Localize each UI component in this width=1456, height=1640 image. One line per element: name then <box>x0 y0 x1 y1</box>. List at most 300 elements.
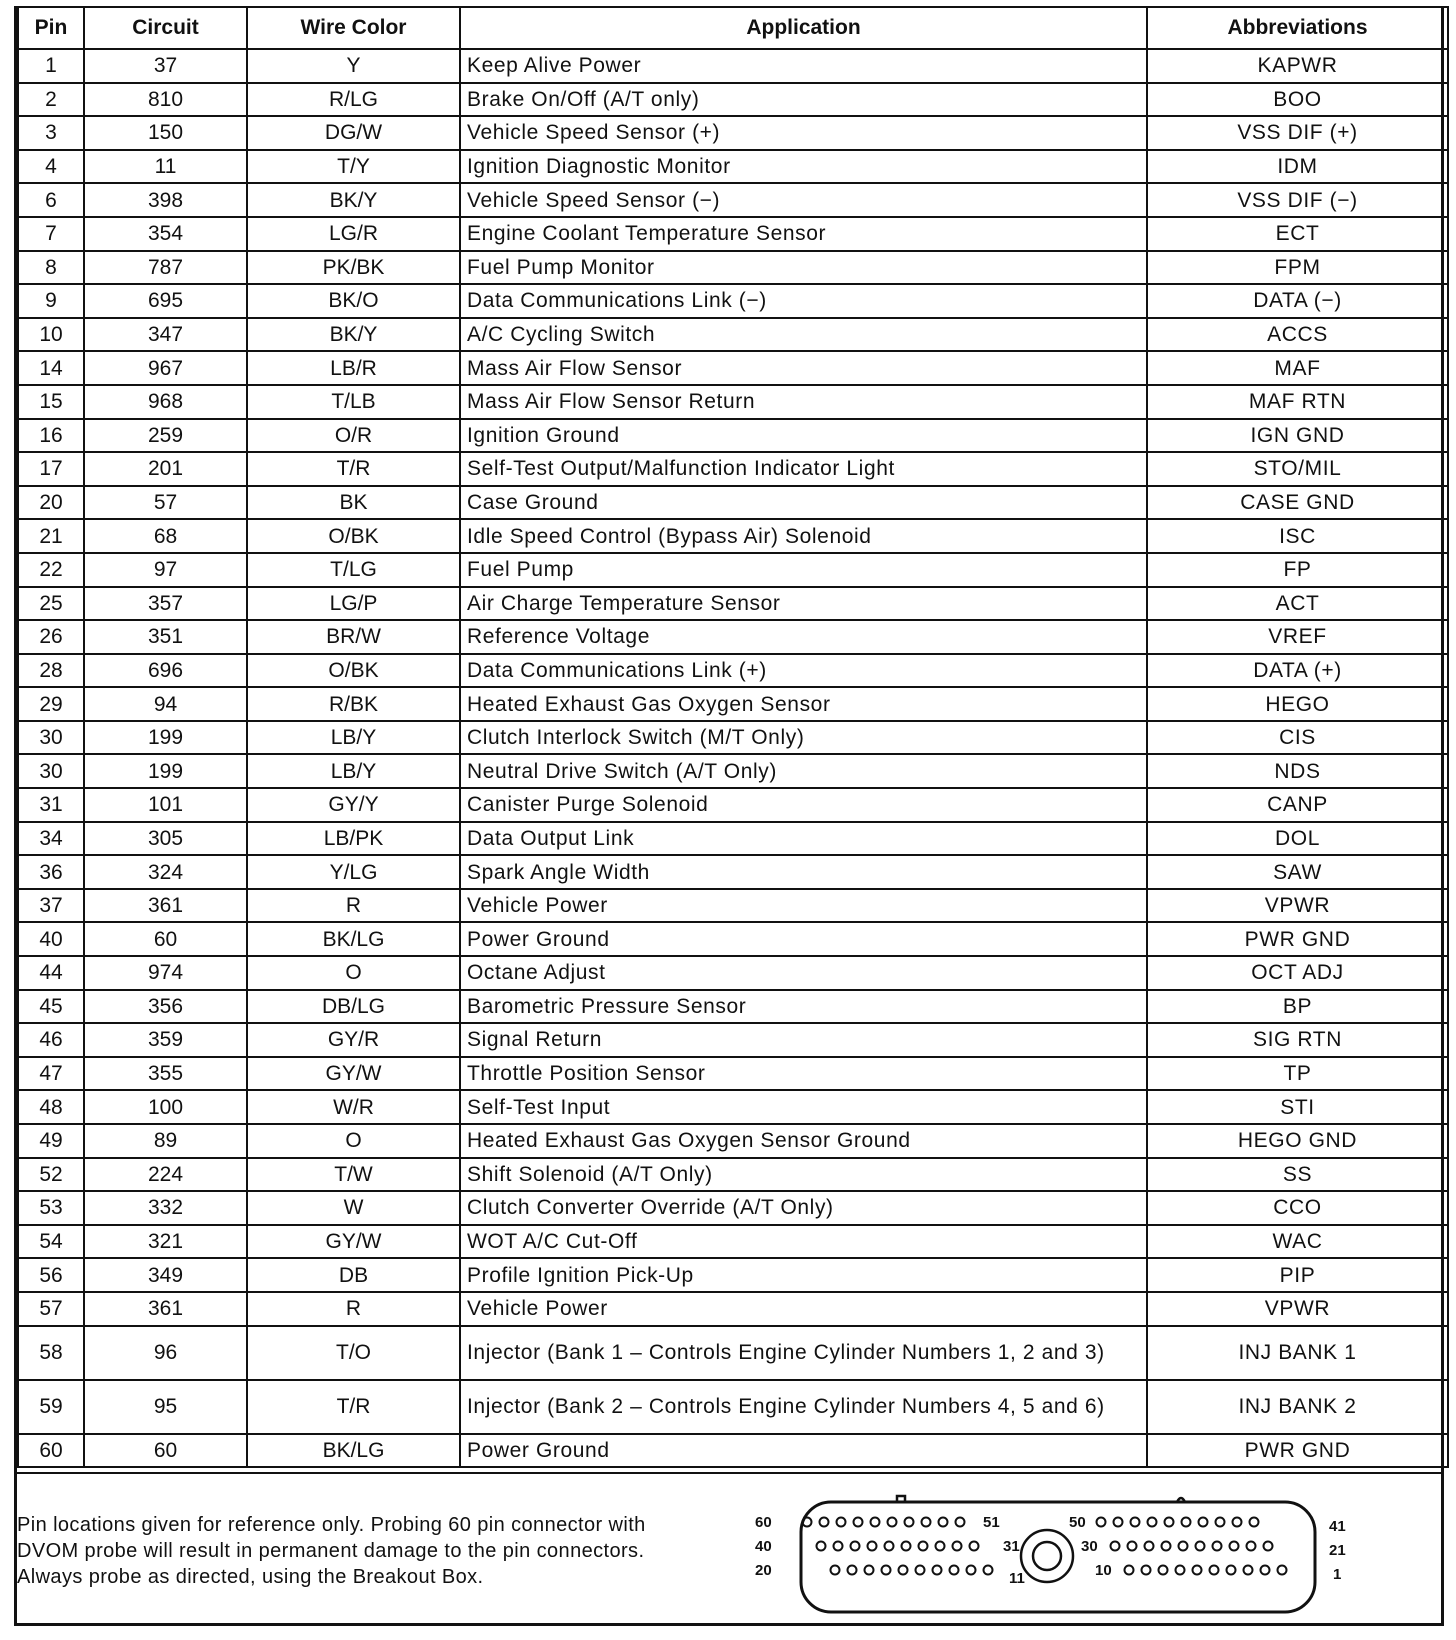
pin-dot <box>1148 1518 1157 1527</box>
cell-pin: 20 <box>18 486 84 520</box>
cell-circuit: 810 <box>84 83 247 117</box>
table-row <box>18 49 1448 83</box>
cell-circuit: 150 <box>84 116 247 150</box>
pin-dot <box>919 1542 928 1551</box>
pin-dot <box>1176 1566 1185 1575</box>
cell-pin: 60 <box>18 1434 84 1468</box>
pin-dot <box>848 1566 857 1575</box>
table-row <box>18 183 1448 217</box>
table-row <box>18 486 1448 520</box>
cell-abbreviation: SIG RTN <box>1147 1023 1448 1057</box>
cell-pin: 36 <box>18 855 84 889</box>
cell-application: Vehicle Power <box>460 889 1147 923</box>
cell-pin: 48 <box>18 1090 84 1124</box>
cell-wire-color: O <box>247 956 460 990</box>
cell-wire-color: LB/Y <box>247 721 460 755</box>
cell-abbreviation: CANP <box>1147 788 1448 822</box>
cell-abbreviation: INJ BANK 1 <box>1147 1326 1448 1380</box>
cell-application: Heated Exhaust Gas Oxygen Sensor <box>460 687 1147 721</box>
pin-dot <box>956 1518 965 1527</box>
table-row <box>18 217 1448 251</box>
pin-label: 10 <box>1095 1562 1112 1579</box>
cell-abbreviation: STI <box>1147 1090 1448 1124</box>
cell-pin: 31 <box>18 788 84 822</box>
cell-pin: 29 <box>18 687 84 721</box>
pin-dot <box>885 1542 894 1551</box>
pin-dot <box>1247 1542 1256 1551</box>
cell-abbreviation: SS <box>1147 1158 1448 1192</box>
cell-wire-color: DB/LG <box>247 990 460 1024</box>
cell-application: Clutch Interlock Switch (M/T Only) <box>460 721 1147 755</box>
pin-dot <box>1131 1518 1140 1527</box>
cell-circuit: 968 <box>84 385 247 419</box>
row-label-right: 1 <box>1333 1566 1342 1583</box>
cell-application: Vehicle Speed Sensor (−) <box>460 183 1147 217</box>
pin-label: 51 <box>983 1514 1000 1531</box>
pin-dot <box>1196 1542 1205 1551</box>
cell-wire-color: LB/PK <box>247 822 460 856</box>
cell-pin: 28 <box>18 654 84 688</box>
pin-dot <box>1179 1542 1188 1551</box>
cell-application: Power Ground <box>460 1434 1147 1468</box>
pin-dot <box>967 1566 976 1575</box>
cell-circuit: 695 <box>84 284 247 318</box>
cell-circuit: 974 <box>84 956 247 990</box>
cell-pin: 15 <box>18 385 84 419</box>
table-row <box>18 1292 1448 1326</box>
pin-dot <box>922 1518 931 1527</box>
cell-abbreviation: FP <box>1147 553 1448 587</box>
row-label-right: 21 <box>1329 1542 1346 1559</box>
cell-circuit: 57 <box>84 486 247 520</box>
cell-application: Data Output Link <box>460 822 1147 856</box>
pin-dot <box>899 1566 908 1575</box>
table-row <box>18 754 1448 788</box>
cell-wire-color: T/R <box>247 1380 460 1434</box>
cell-application: Neutral Drive Switch (A/T Only) <box>460 754 1147 788</box>
cell-abbreviation: STO/MIL <box>1147 452 1448 486</box>
cell-wire-color: T/LG <box>247 553 460 587</box>
pin-dot <box>984 1566 993 1575</box>
cell-pin: 58 <box>18 1326 84 1380</box>
cell-pin: 1 <box>18 49 84 83</box>
cell-pin: 30 <box>18 754 84 788</box>
table-row <box>18 855 1448 889</box>
cell-circuit: 324 <box>84 855 247 889</box>
cell-circuit: 305 <box>84 822 247 856</box>
table-row <box>18 788 1448 822</box>
pin-dot <box>950 1566 959 1575</box>
cell-abbreviation: MAF <box>1147 351 1448 385</box>
cell-abbreviation: IDM <box>1147 150 1448 184</box>
cell-application: Throttle Position Sensor <box>460 1057 1147 1091</box>
pin-dot <box>953 1542 962 1551</box>
cell-pin: 53 <box>18 1191 84 1225</box>
pin-dot <box>916 1566 925 1575</box>
cell-pin: 47 <box>18 1057 84 1091</box>
cell-pin: 4 <box>18 150 84 184</box>
cell-pin: 10 <box>18 318 84 352</box>
pin-dot <box>905 1518 914 1527</box>
table-row <box>18 687 1448 721</box>
cell-application: Vehicle Speed Sensor (+) <box>460 116 1147 150</box>
cell-circuit: 321 <box>84 1225 247 1259</box>
pin-dot <box>851 1542 860 1551</box>
row-label-left: 20 <box>755 1562 772 1579</box>
cell-wire-color: BK <box>247 486 460 520</box>
table-row <box>18 452 1448 486</box>
cell-wire-color: O/BK <box>247 519 460 553</box>
cell-application: Barometric Pressure Sensor <box>460 990 1147 1024</box>
cell-application: Octane Adjust <box>460 956 1147 990</box>
pin-dot <box>882 1566 891 1575</box>
cell-application: WOT A/C Cut-Off <box>460 1225 1147 1259</box>
cell-wire-color: R/BK <box>247 687 460 721</box>
pin-dot <box>1264 1542 1273 1551</box>
pin-dot <box>933 1566 942 1575</box>
cell-abbreviation: VPWR <box>1147 1292 1448 1326</box>
cell-abbreviation: CCO <box>1147 1191 1448 1225</box>
cell-wire-color: GY/Y <box>247 788 460 822</box>
cell-wire-color: Y/LG <box>247 855 460 889</box>
table-row <box>18 1258 1448 1292</box>
header-wire-color: Wire Color <box>247 7 460 49</box>
cell-wire-color: GY/R <box>247 1023 460 1057</box>
cell-circuit: 332 <box>84 1191 247 1225</box>
pin-dot <box>1182 1518 1191 1527</box>
pin-dot <box>1250 1518 1259 1527</box>
cell-abbreviation: NDS <box>1147 754 1448 788</box>
table-row <box>18 721 1448 755</box>
cell-abbreviation: DATA (+) <box>1147 654 1448 688</box>
note-line: Pin locations given for reference only. Probing 60 pin connector with <box>17 1514 646 1536</box>
cell-abbreviation: VSS DIF (−) <box>1147 183 1448 217</box>
cell-pin: 26 <box>18 620 84 654</box>
cell-pin: 44 <box>18 956 84 990</box>
cell-abbreviation: CASE GND <box>1147 486 1448 520</box>
cell-circuit: 94 <box>84 687 247 721</box>
cell-pin: 8 <box>18 251 84 285</box>
cell-application: Self-Test Output/Malfunction Indicator Light <box>460 452 1147 486</box>
cell-wire-color: BK/Y <box>247 183 460 217</box>
header-circuit: Circuit <box>84 7 247 49</box>
row-label-left: 60 <box>755 1514 772 1531</box>
cell-application: Injector (Bank 2 – Controls Engine Cylinder Numbers 4, 5 and 6) <box>460 1380 1147 1434</box>
cell-pin: 22 <box>18 553 84 587</box>
cell-abbreviation: IGN GND <box>1147 419 1448 453</box>
cell-application: Profile Ignition Pick-Up <box>460 1258 1147 1292</box>
cell-pin: 37 <box>18 889 84 923</box>
cell-application: Mass Air Flow Sensor Return <box>460 385 1147 419</box>
cell-application: Mass Air Flow Sensor <box>460 351 1147 385</box>
table-row <box>18 922 1448 956</box>
cell-application: Air Charge Temperature Sensor <box>460 587 1147 621</box>
cell-pin: 17 <box>18 452 84 486</box>
cell-circuit: 356 <box>84 990 247 1024</box>
cell-wire-color: T/Y <box>247 150 460 184</box>
cell-abbreviation: PWR GND <box>1147 1434 1448 1468</box>
cell-abbreviation: ACCS <box>1147 318 1448 352</box>
pin-dot <box>868 1542 877 1551</box>
pin-dot <box>1159 1566 1168 1575</box>
pin-dot <box>865 1566 874 1575</box>
pin-dot <box>1233 1518 1242 1527</box>
cell-pin: 2 <box>18 83 84 117</box>
pin-dot <box>1227 1566 1236 1575</box>
cell-abbreviation: ECT <box>1147 217 1448 251</box>
pin-dot <box>1142 1566 1151 1575</box>
pin-dot <box>1278 1566 1287 1575</box>
cell-wire-color: T/W <box>247 1158 460 1192</box>
cell-wire-color: PK/BK <box>247 251 460 285</box>
cell-wire-color: BR/W <box>247 620 460 654</box>
cell-application: Ignition Diagnostic Monitor <box>460 150 1147 184</box>
pinout-sheet <box>14 6 1444 1626</box>
cell-wire-color: O/R <box>247 419 460 453</box>
cell-application: Power Ground <box>460 922 1147 956</box>
cell-abbreviation: CIS <box>1147 721 1448 755</box>
table-row <box>18 251 1448 285</box>
cell-circuit: 259 <box>84 419 247 453</box>
table-row <box>18 1225 1448 1259</box>
pin-dot <box>817 1542 826 1551</box>
cell-wire-color: R <box>247 1292 460 1326</box>
pin-dot <box>1261 1566 1270 1575</box>
cell-application: Injector (Bank 1 – Controls Engine Cylinder Numbers 1, 2 and 3) <box>460 1326 1147 1380</box>
cell-application: Ignition Ground <box>460 419 1147 453</box>
cell-abbreviation: KAPWR <box>1147 49 1448 83</box>
cell-circuit: 967 <box>84 351 247 385</box>
table-row <box>18 1434 1448 1468</box>
cell-application: Clutch Converter Override (A/T Only) <box>460 1191 1147 1225</box>
cell-application: Signal Return <box>460 1023 1147 1057</box>
cell-application: Brake On/Off (A/T only) <box>460 83 1147 117</box>
cell-abbreviation: SAW <box>1147 855 1448 889</box>
table-row <box>18 1124 1448 1158</box>
pin-dot <box>1193 1566 1202 1575</box>
pin-dot <box>854 1518 863 1527</box>
cell-pin: 49 <box>18 1124 84 1158</box>
cell-pin: 40 <box>18 922 84 956</box>
pin-dot <box>888 1518 897 1527</box>
cell-abbreviation: VREF <box>1147 620 1448 654</box>
table-row <box>18 419 1448 453</box>
table-row <box>18 889 1448 923</box>
pin-dot <box>1162 1542 1171 1551</box>
cell-abbreviation: FPM <box>1147 251 1448 285</box>
cell-application: Data Communications Link (+) <box>460 654 1147 688</box>
pin-dot <box>831 1566 840 1575</box>
table-row <box>18 1191 1448 1225</box>
cell-abbreviation: ACT <box>1147 587 1448 621</box>
cell-circuit: 398 <box>84 183 247 217</box>
cell-application: Keep Alive Power <box>460 49 1147 83</box>
pin-dot <box>970 1542 979 1551</box>
table-header-row <box>18 7 1448 49</box>
cell-pin: 34 <box>18 822 84 856</box>
header-abbreviations: Abbreviations <box>1147 7 1448 49</box>
cell-abbreviation: PWR GND <box>1147 922 1448 956</box>
cell-circuit: 95 <box>84 1380 247 1434</box>
table-row <box>18 150 1448 184</box>
cell-pin: 9 <box>18 284 84 318</box>
table-row <box>18 1090 1448 1124</box>
pin-dot <box>820 1518 829 1527</box>
pin-label: 11 <box>1009 1570 1025 1587</box>
cell-abbreviation: HEGO <box>1147 687 1448 721</box>
cell-circuit: 347 <box>84 318 247 352</box>
table-row <box>18 1023 1448 1057</box>
pin-dot <box>1213 1542 1222 1551</box>
cell-pin: 52 <box>18 1158 84 1192</box>
pin-dot <box>936 1542 945 1551</box>
table-row <box>18 519 1448 553</box>
pin-label: 30 <box>1081 1538 1098 1555</box>
footer-box <box>17 1472 1441 1624</box>
cell-abbreviation: MAF RTN <box>1147 385 1448 419</box>
cell-abbreviation: HEGO GND <box>1147 1124 1448 1158</box>
cell-circuit: 199 <box>84 721 247 755</box>
cell-pin: 6 <box>18 183 84 217</box>
cell-circuit: 357 <box>84 587 247 621</box>
cell-pin: 59 <box>18 1380 84 1434</box>
cell-pin: 21 <box>18 519 84 553</box>
cell-circuit: 97 <box>84 553 247 587</box>
cell-circuit: 361 <box>84 889 247 923</box>
cell-pin: 57 <box>18 1292 84 1326</box>
cell-application: Data Communications Link (−) <box>460 284 1147 318</box>
pin-dot <box>1216 1518 1225 1527</box>
cell-wire-color: LB/Y <box>247 754 460 788</box>
cell-abbreviation: INJ BANK 2 <box>1147 1380 1448 1434</box>
cell-circuit: 696 <box>84 654 247 688</box>
cell-circuit: 68 <box>84 519 247 553</box>
table-row <box>18 956 1448 990</box>
cell-pin: 30 <box>18 721 84 755</box>
cell-pin: 25 <box>18 587 84 621</box>
cell-wire-color: DG/W <box>247 116 460 150</box>
cell-pin: 54 <box>18 1225 84 1259</box>
cell-abbreviation: PIP <box>1147 1258 1448 1292</box>
cell-wire-color: BK/LG <box>247 922 460 956</box>
note-line: DVOM probe will result in permanent damage to the pin connectors. <box>17 1540 645 1562</box>
cell-abbreviation: VPWR <box>1147 889 1448 923</box>
cell-wire-color: T/R <box>247 452 460 486</box>
cell-circuit: 60 <box>84 922 247 956</box>
cell-circuit: 351 <box>84 620 247 654</box>
cell-application: Shift Solenoid (A/T Only) <box>460 1158 1147 1192</box>
table-row <box>18 553 1448 587</box>
cell-wire-color: BK/O <box>247 284 460 318</box>
cell-abbreviation: WAC <box>1147 1225 1448 1259</box>
table-row <box>18 654 1448 688</box>
table-row <box>18 1158 1448 1192</box>
cell-circuit: 224 <box>84 1158 247 1192</box>
cell-application: Engine Coolant Temperature Sensor <box>460 217 1147 251</box>
cell-circuit: 354 <box>84 217 247 251</box>
cell-application: A/C Cycling Switch <box>460 318 1147 352</box>
cell-application: Reference Voltage <box>460 620 1147 654</box>
table-row <box>18 385 1448 419</box>
cell-abbreviation: BOO <box>1147 83 1448 117</box>
cell-abbreviation: DOL <box>1147 822 1448 856</box>
cell-wire-color: W <box>247 1191 460 1225</box>
connector-diagram <box>755 1494 1385 1620</box>
pin-dot <box>1125 1566 1134 1575</box>
cell-wire-color: W/R <box>247 1090 460 1124</box>
cell-wire-color: R/LG <box>247 83 460 117</box>
table-row <box>18 83 1448 117</box>
pin-label: 50 <box>1069 1514 1086 1531</box>
pin-dot <box>1111 1542 1120 1551</box>
table-row <box>18 1380 1448 1434</box>
pin-dot <box>834 1542 843 1551</box>
pinout-table <box>17 6 1449 1468</box>
cell-application: Fuel Pump Monitor <box>460 251 1147 285</box>
table-row <box>18 318 1448 352</box>
cell-wire-color: R <box>247 889 460 923</box>
cell-pin: 46 <box>18 1023 84 1057</box>
cell-wire-color: LG/P <box>247 587 460 621</box>
cell-circuit: 100 <box>84 1090 247 1124</box>
pin-dot <box>1114 1518 1123 1527</box>
cell-wire-color: GY/W <box>247 1057 460 1091</box>
header-application: Application <box>460 7 1147 49</box>
cell-application: Self-Test Input <box>460 1090 1147 1124</box>
row-label-left: 40 <box>755 1538 772 1555</box>
cell-application: Heated Exhaust Gas Oxygen Sensor Ground <box>460 1124 1147 1158</box>
cell-circuit: 201 <box>84 452 247 486</box>
cell-wire-color: GY/W <box>247 1225 460 1259</box>
cell-wire-color: BK/Y <box>247 318 460 352</box>
cell-pin: 16 <box>18 419 84 453</box>
cell-circuit: 355 <box>84 1057 247 1091</box>
table-row <box>18 351 1448 385</box>
pin-dot <box>1210 1566 1219 1575</box>
cell-abbreviation: ISC <box>1147 519 1448 553</box>
cell-circuit: 359 <box>84 1023 247 1057</box>
pin-dot <box>1145 1542 1154 1551</box>
cell-wire-color: T/LB <box>247 385 460 419</box>
cell-circuit: 89 <box>84 1124 247 1158</box>
pin-dot <box>1199 1518 1208 1527</box>
cell-circuit: 349 <box>84 1258 247 1292</box>
cell-pin: 3 <box>18 116 84 150</box>
table-row <box>18 1326 1448 1380</box>
cell-circuit: 361 <box>84 1292 247 1326</box>
cell-application: Case Ground <box>460 486 1147 520</box>
cell-wire-color: DB <box>247 1258 460 1292</box>
pin-dot <box>902 1542 911 1551</box>
cell-abbreviation: BP <box>1147 990 1448 1024</box>
pin-dot <box>1230 1542 1239 1551</box>
pin-dot <box>1097 1518 1106 1527</box>
row-label-right: 41 <box>1329 1518 1346 1535</box>
cell-pin: 56 <box>18 1258 84 1292</box>
pin-dot <box>939 1518 948 1527</box>
cell-wire-color: LG/R <box>247 217 460 251</box>
connector-center-post <box>1021 1530 1073 1582</box>
cell-application: Vehicle Power <box>460 1292 1147 1326</box>
cell-wire-color: LB/R <box>247 351 460 385</box>
table-row <box>18 587 1448 621</box>
table-row <box>18 284 1448 318</box>
pin-dot <box>1165 1518 1174 1527</box>
table-row <box>18 1057 1448 1091</box>
cell-application: Idle Speed Control (Bypass Air) Solenoid <box>460 519 1147 553</box>
table-row <box>18 116 1448 150</box>
cell-circuit: 96 <box>84 1326 247 1380</box>
